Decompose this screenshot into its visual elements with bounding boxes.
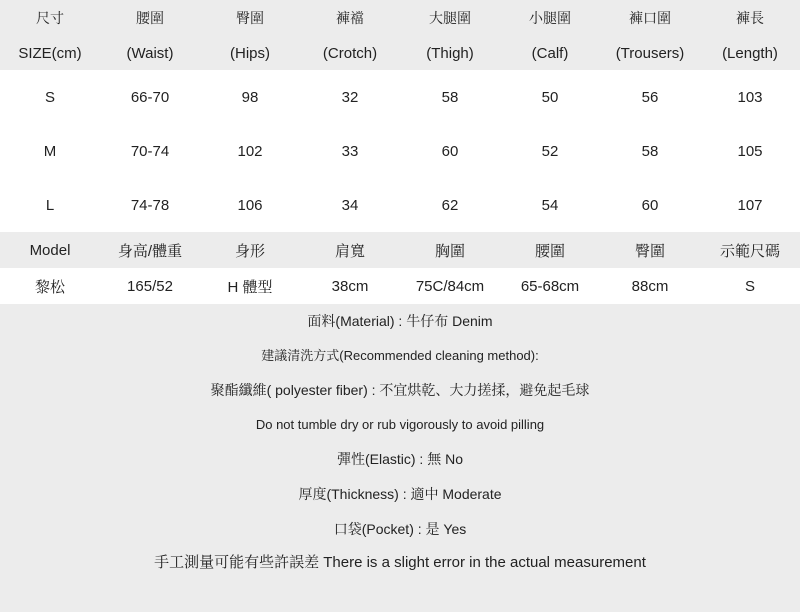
model-header-shoulder: 肩寬 <box>334 242 365 260</box>
header-zh-calf: 小腿圍 <box>529 10 571 26</box>
header-zh-thigh: 大腿圍 <box>429 10 471 26</box>
model-header-chest: 胸圍 <box>434 242 465 260</box>
header-en-thigh: (Thigh) <box>426 44 474 62</box>
model-header-waist: 腰圍 <box>534 242 565 260</box>
model-shoulder: 38cm <box>331 277 369 295</box>
model-header-height-weight: 身高/體重 <box>117 242 183 260</box>
size-table-header-zh <box>0 0 800 36</box>
model-header-size-worn: 示範尺碼 <box>719 242 780 260</box>
header-zh-size: 尺寸 <box>36 10 64 26</box>
header-zh-waist: 腰圍 <box>136 10 164 26</box>
model-header-hips: 臀圍 <box>634 242 665 260</box>
size-label: M <box>43 142 57 160</box>
header-en-hips: (Hips) <box>230 44 270 62</box>
note-pilling-warning: Do not tumble dry or rub vigorously to avoid pilling <box>255 416 545 432</box>
header-en-length: (Length) <box>722 44 778 62</box>
model-hips: 88cm <box>631 277 669 295</box>
size-trousers: 60 <box>641 196 659 214</box>
header-en-size: SIZE(cm) <box>18 44 82 62</box>
model-height-weight: 165/52 <box>127 277 173 295</box>
note-elastic: 彈性(Elastic) : 無 No <box>336 451 463 468</box>
size-row-s <box>0 70 800 124</box>
size-hips: 102 <box>237 142 263 160</box>
size-thigh: 60 <box>441 142 459 160</box>
model-header-model: Model <box>29 241 71 259</box>
size-crotch: 32 <box>341 88 359 106</box>
note-thickness: 厚度(Thickness) : 適中 Moderate <box>298 485 502 502</box>
header-zh-hips: 臀圍 <box>236 10 264 26</box>
note-measurement-error: 手工測量可能有些許誤差 There is a slight error in the actual measurement <box>154 554 646 572</box>
size-calf: 52 <box>541 142 559 160</box>
model-row <box>0 268 800 304</box>
size-calf: 54 <box>541 196 559 214</box>
size-label: L <box>45 196 55 214</box>
model-table-header <box>0 232 800 268</box>
header-zh-trousers: 褲口圍 <box>629 10 671 26</box>
note-polyester-care: 聚酯纖維( polyester fiber) : 不宜烘乾、大力搓揉，避免起毛球 <box>210 382 590 399</box>
note-pocket: 口袋(Pocket) : 是 Yes <box>333 520 467 537</box>
model-name: 黎松 <box>34 278 65 296</box>
size-trousers: 56 <box>641 88 659 106</box>
size-waist: 74-78 <box>130 196 170 214</box>
header-zh-crotch: 褲襠 <box>336 10 364 26</box>
size-trousers: 58 <box>641 142 659 160</box>
size-label: S <box>44 88 55 106</box>
size-table-header-en <box>0 36 800 70</box>
model-body-type: H 體型 <box>227 278 273 296</box>
size-row-m <box>0 124 800 178</box>
size-length: 107 <box>737 196 763 214</box>
note-cleaning-method: 建議清洗方式(Recommended cleaning method): <box>261 347 539 363</box>
size-thigh: 58 <box>441 88 459 106</box>
size-waist: 66-70 <box>130 88 170 106</box>
size-length: 105 <box>737 142 763 160</box>
model-waist: 65-68cm <box>520 277 580 295</box>
note-material: 面料(Material) : 牛仔布 Denim <box>307 313 493 329</box>
header-zh-length: 褲長 <box>736 10 764 26</box>
size-hips: 106 <box>237 196 263 214</box>
product-notes <box>0 304 800 612</box>
size-row-l <box>0 178 800 232</box>
header-en-waist: (Waist) <box>126 44 174 62</box>
model-chest: 75C/84cm <box>415 277 485 295</box>
size-hips: 98 <box>241 88 259 106</box>
size-crotch: 34 <box>341 196 359 214</box>
model-size-worn: S <box>744 277 755 295</box>
header-en-crotch: (Crotch) <box>322 44 378 62</box>
model-header-body-type: 身形 <box>234 242 265 260</box>
size-calf: 50 <box>541 88 559 106</box>
size-waist: 70-74 <box>130 142 170 160</box>
header-en-trousers: (Trousers) <box>615 44 685 62</box>
size-crotch: 33 <box>341 142 359 160</box>
header-en-calf: (Calf) <box>531 44 569 62</box>
size-length: 103 <box>737 88 763 106</box>
size-thigh: 62 <box>441 196 459 214</box>
